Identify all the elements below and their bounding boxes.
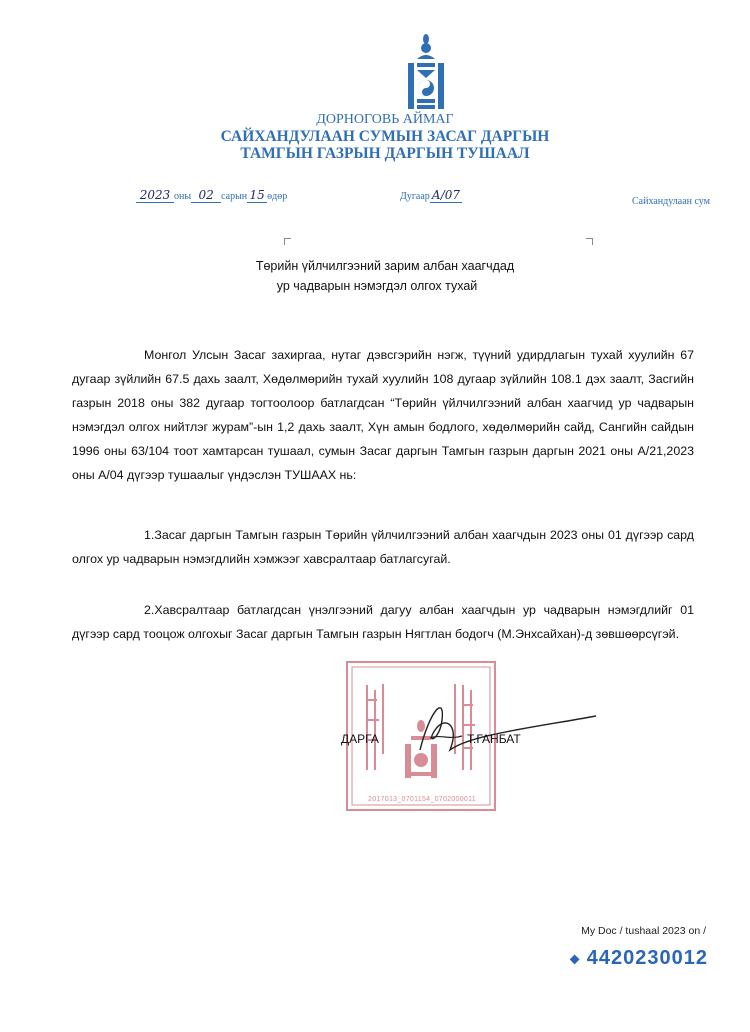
order-number: А/07 (431, 188, 461, 202)
year-value: 2023 (136, 188, 174, 203)
signatory-position: ДАРГА (341, 732, 379, 746)
document-code-value: 4420230012 (586, 947, 708, 969)
document-code (570, 947, 708, 970)
office-name: САЙХАНДУЛААН СУМЫН ЗАСАГ ДАРГЫН (220, 128, 550, 145)
month-suffix: сарын (221, 191, 248, 202)
aimag-name: ДОРНОГОВЬ АЙМАГ (316, 112, 454, 127)
place-name: Сайхандулаан сум (632, 196, 710, 207)
year-suffix: оны (174, 191, 192, 202)
number-label: Дугаар (400, 191, 430, 202)
date-field (136, 188, 287, 203)
document-path: My Doc / tushaal 2023 on / (581, 925, 706, 937)
order-number-field (400, 188, 462, 203)
title-line-1: Төрийн үйлчилгээний зарим албан хаагчдад (255, 259, 515, 273)
month-value: 02 (191, 188, 221, 203)
document-type: ТАМГЫН ГАЗРЫН ДАРГЫН ТУШААЛ (240, 145, 530, 162)
title-line-2: ур чадварын нэмэгдэл олгох тухай (276, 279, 478, 293)
signature-icon (400, 690, 600, 760)
preamble-paragraph: Монгол Улсын Засаг захиргаа, нутаг дэвсгэрийн нэгж, түүний удирдлагын тухай хуулийн 67 дугаар зүйлийн 67.5 дахь заалт, Хөдөлмөрийн тухай хуулийн 108 дугаар зүйлийн 108.1 дэх заалт, Засгийн газрын 2018 оны 382 дугаар тогтоолоор батлагдсан “Төрийн үйлчилгээний албан хаагчид ур чадварын нэмэгдэл олгох нийтлэг журам”-ын 1,2 дахь заалт, Хүн амын бодлого, хөдөлмөрийн сайд, Сангийн сайдын 1996 оны 63/104 тоот хамтарсан тушаал, сумын Засаг даргын Тамгын газрын даргын 2021 оны А/21,2023 оны А/04 дүгээр тушаалыг үндэслэн ТУШААХ нь: (72, 348, 694, 482)
order-item-2: 2.Хавсралтаар батлагдсан үнэлгээний дагуу албан хаагчдын ур чадварын нэмэгдлийг 01 дүгээр сард тооцож олгохыг Засаг даргын Тамгын газрын Нягтлан бодогч (М.Энхсайхан)-д зөвшөөрсүгэй. (72, 603, 694, 641)
day-value: 15 (247, 188, 267, 203)
stamp-serial: 2017013_0701154_0702000011 (368, 796, 476, 803)
order-item-1: 1.Засаг даргын Тамгын газрын Төрийн үйлчилгээний албан хаагчдын 2023 оны 01 дүгээр сард олгох ур чадварын нэмэгдлийн хэмжээг хавсралтаар батлагсугай. (72, 528, 694, 566)
day-suffix: өдөр (267, 191, 288, 202)
signatory-name: Т.ГАНБАТ (467, 732, 521, 746)
title-corner-right (586, 238, 593, 245)
barcode-dot-icon: ◆ (569, 951, 581, 966)
soyombo-emblem-icon (405, 33, 447, 113)
title-corner-left (284, 238, 291, 245)
